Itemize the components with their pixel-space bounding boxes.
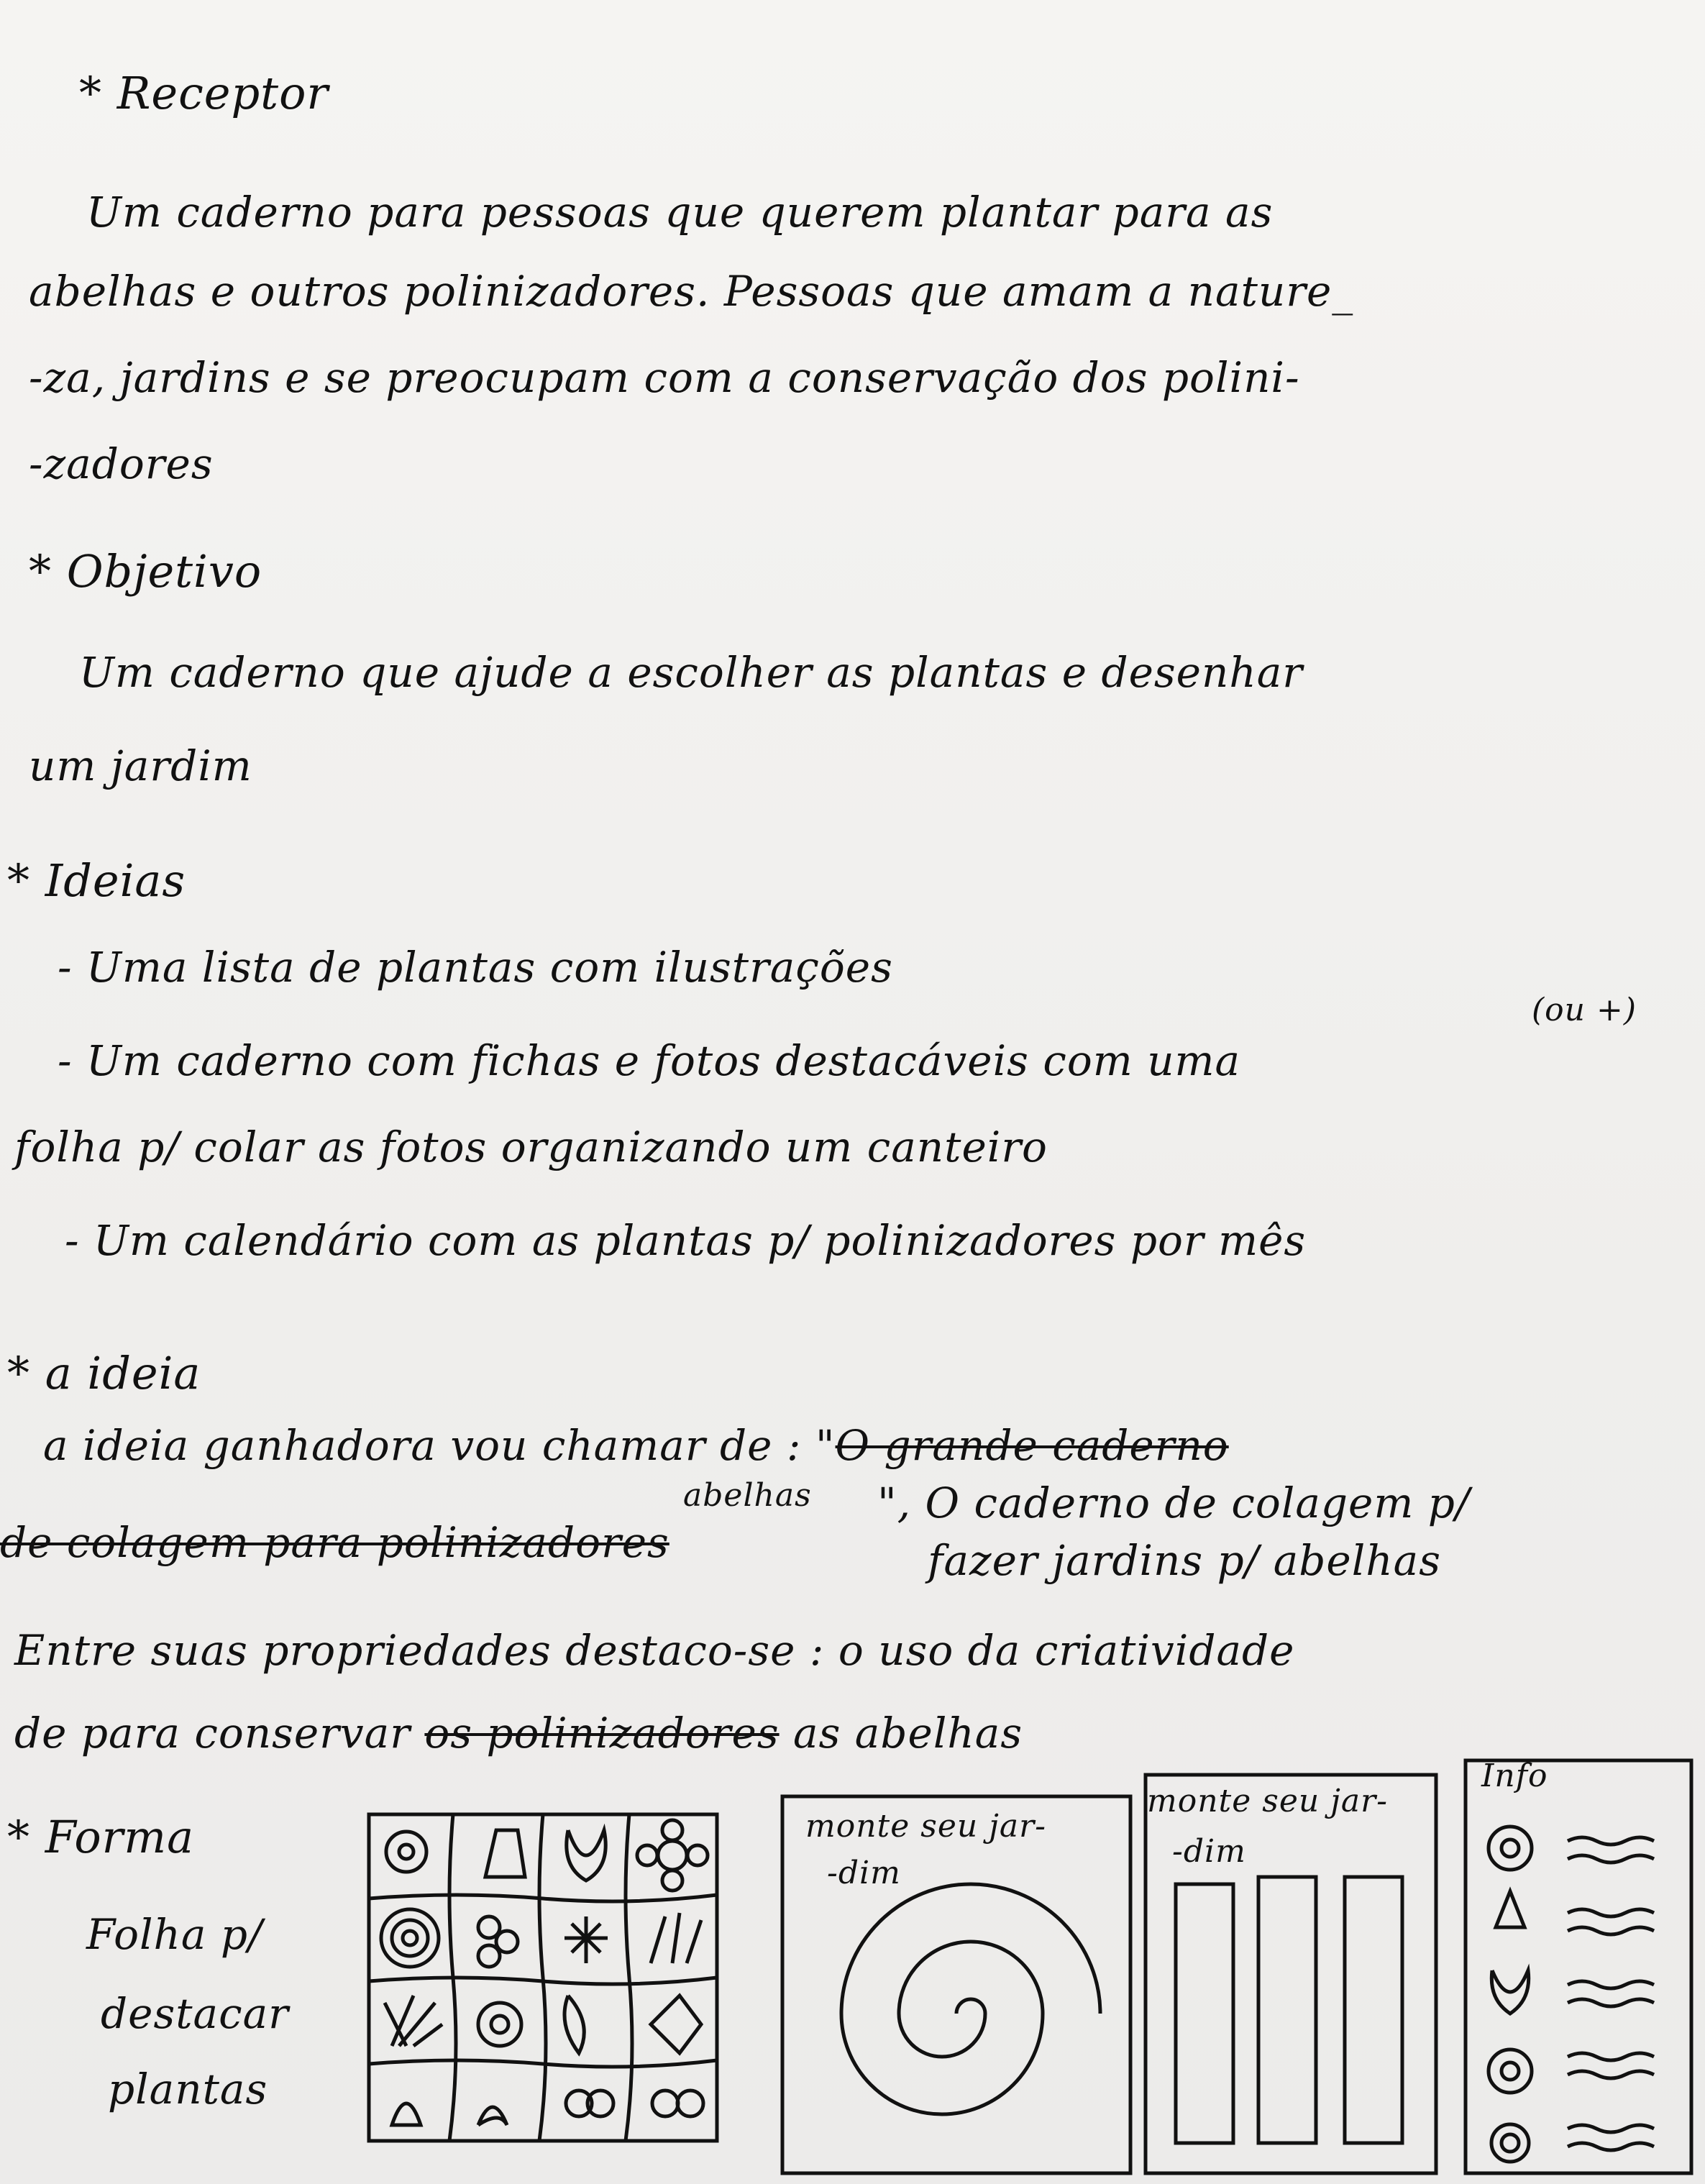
heading-forma: * Forma (7, 1811, 195, 1863)
sketch2-title-2: -dim (827, 1855, 901, 1891)
sketch3-title-2: -dim (1172, 1833, 1246, 1870)
a-ideia-insert: abelhas (683, 1477, 812, 1514)
ideias-item-2-cont: folha p/ colar as fotos organizando um canteiro (14, 1123, 1048, 1171)
a-ideia-line-5-b: as abelhas (793, 1709, 1023, 1758)
forma-caption-3: plantas (108, 2065, 268, 2114)
a-ideia-line-2 (0, 1517, 669, 1568)
ideias-item-3: - Um calendário com as plantas p/ polinizadores por mês (65, 1216, 1307, 1265)
sketch4-title: Info (1481, 1758, 1548, 1794)
heading-receptor: * Receptor (79, 67, 329, 119)
sketch2-title-1: monte seu jar- (805, 1808, 1046, 1845)
receptor-line-2: abelhas e outros polinizadores. Pessoas que amam a nature_ (29, 267, 1354, 316)
a-ideia-line-5-struck: os polinizadores (424, 1709, 780, 1758)
a-ideia-line-1-text: a ideia ganhadora vou chamar de : " (43, 1421, 836, 1470)
a-ideia-line-3-new: fazer jardins p/ abelhas (928, 1536, 1441, 1585)
ideias-note: (ou +) (1532, 992, 1637, 1028)
ideias-item-1: - Uma lista de plantas com ilustrações (58, 943, 893, 992)
a-ideia-line-2-struck: de colagem para polinizadores (0, 1518, 669, 1567)
a-ideia-line-5 (14, 1708, 1023, 1758)
receptor-line-4: -zadores (29, 439, 214, 488)
forma-caption-2: destacar (101, 1989, 289, 2038)
ideias-item-2: - Um caderno com fichas e fotos destacáveis com uma (58, 1036, 1241, 1085)
objetivo-line-2: um jardim (29, 741, 252, 790)
sketch3-title-1: monte seu jar- (1147, 1783, 1388, 1819)
heading-a-ideia: * a ideia (7, 1347, 201, 1399)
heading-objetivo: * Objetivo (29, 545, 262, 598)
heading-ideias: * Ideias (7, 854, 186, 907)
a-ideia-line-5-a: de para conservar (14, 1709, 411, 1758)
sketch-info-list (1460, 1755, 1697, 2179)
a-ideia-line-2-new: ", O caderno de colagem p/ (877, 1479, 1471, 1527)
a-ideia-line-4: Entre suas propriedades destaco-se : o uso da criatividade (14, 1626, 1295, 1675)
receptor-line-3: -za, jardins e se preocupam com a conservação dos polini- (29, 353, 1300, 402)
forma-caption-1: Folha p/ (86, 1910, 263, 1959)
sketch-sticker-sheet (363, 1809, 723, 2147)
objetivo-line-1: Um caderno que ajude a escolher as plantas e desenhar (79, 648, 1304, 697)
a-ideia-line-1-struck: O grande caderno (835, 1421, 1229, 1470)
a-ideia-line-1 (43, 1420, 1229, 1471)
receptor-line-1: Um caderno para pessoas que querem plantar para as (86, 188, 1274, 237)
